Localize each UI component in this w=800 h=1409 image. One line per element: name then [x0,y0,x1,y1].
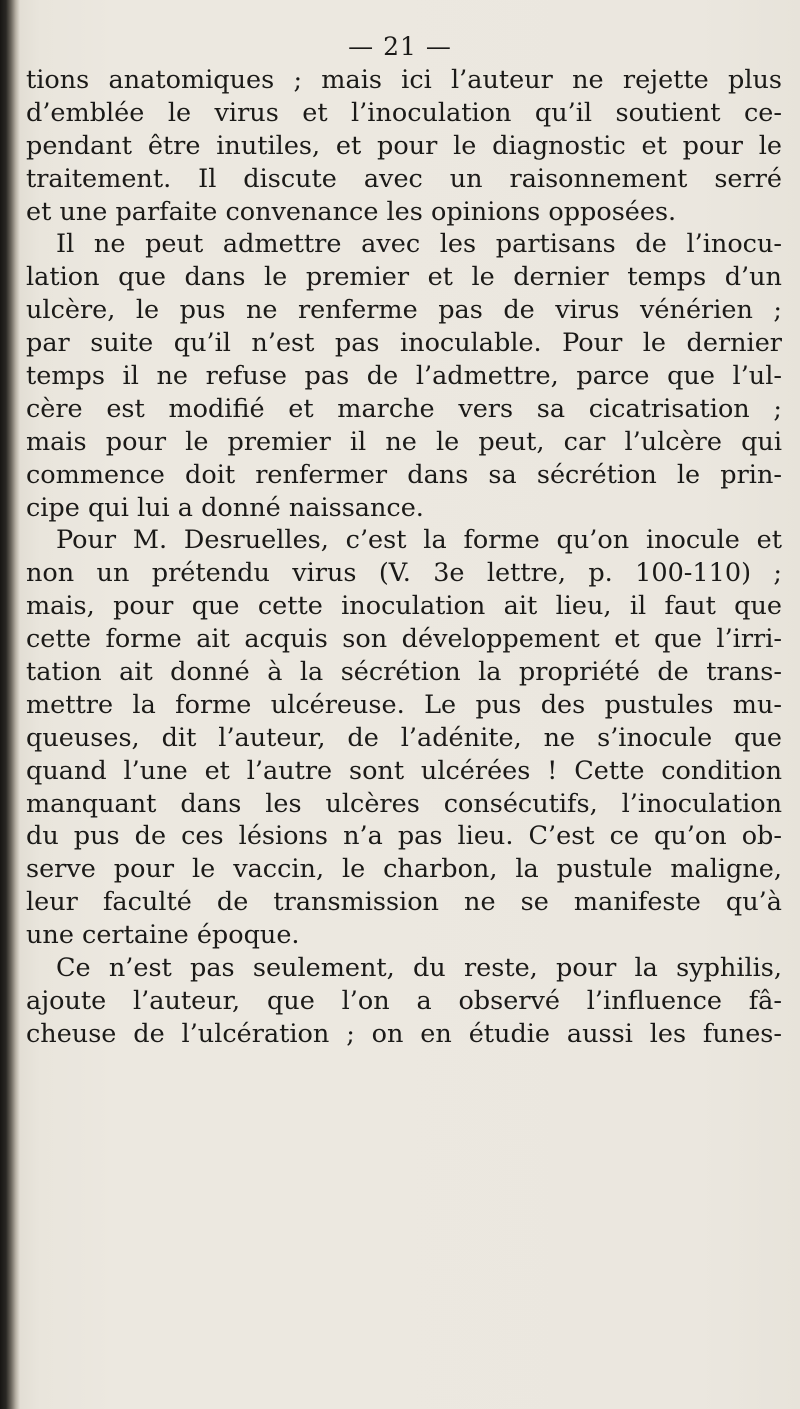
text-line: une certaine époque. [26,920,300,951]
text-line: queuses, dit l’auteur, de l’adénite, ne s’inocule que [26,722,782,753]
text-line: cère est modifié et marche vers sa cicatrisation ; [26,393,782,424]
text-line: ajoute l’auteur, que l’on a observé l’influence fâ- [26,985,782,1016]
text-line: du pus de ces lésions n’a pas lieu. C’est ce qu’on ob- [26,821,782,852]
book-spine-shadow [0,0,20,1409]
text-line: temps il ne refuse pas de l’admettre, parce que l’ul- [26,361,782,392]
text-line: tation ait donné à la sécrétion la propriété de trans- [26,657,782,688]
text-line: Pour M. Desruelles, c’est la forme qu’on inocule et [56,525,782,556]
text-line: non un prétendu virus (V. 3e lettre, p. 100-110) ; [26,558,782,589]
body-text [26,64,782,1051]
text-line: cette forme ait acquis son développement et que l’irri- [26,624,782,655]
text-line: tions anatomiques ; mais ici l’auteur ne rejette plus [26,65,782,95]
text-line: mais, pour que cette inoculation ait lieu, il faut que [26,591,782,622]
text-line: d’emblée le virus et l’inoculation qu’il soutient ce- [26,97,782,128]
text-line: cheuse de l’ulcération ; on en étudie aussi les funes- [26,1018,782,1049]
text-line: cipe qui lui a donné naissance. [26,492,424,523]
text-line: par suite qu’il n’est pas inoculable. Pour le dernier [26,328,782,359]
text-line: lation que dans le premier et le dernier temps d’un [26,262,782,293]
text-line: leur faculté de transmission ne se manifeste qu’à [26,887,782,918]
text-line: ulcère, le pus ne renferme pas de virus vénérien ; [26,295,782,326]
text-line: commence doit renfermer dans sa sécrétion le prin- [26,459,782,490]
page-number: — 21 — [348,32,452,61]
text-line: traitement. Il discute avec un raisonnement serré [26,163,782,194]
text-line: et une parfaite convenance les opinions opposées. [26,196,677,227]
text-line: quand l’une et l’autre sont ulcérées ! Cette condition [26,755,782,786]
text-line: serve pour le vaccin, le charbon, la pustule maligne, [26,854,782,885]
text-line: Ce n’est pas seulement, du reste, pour la syphilis, [56,953,782,984]
text-line: manquant dans les ulcères consécutifs, l’inoculation [26,788,782,819]
text-line: mais pour le premier il ne le peut, car l’ulcère qui [26,426,782,457]
text-line: pendant être inutiles, et pour le diagnostic et pour le [26,130,782,161]
text-line: mettre la forme ulcéreuse. Le pus des pustules mu- [26,689,782,720]
text-line: Il ne peut admettre avec les partisans de l’inocu- [56,229,782,260]
